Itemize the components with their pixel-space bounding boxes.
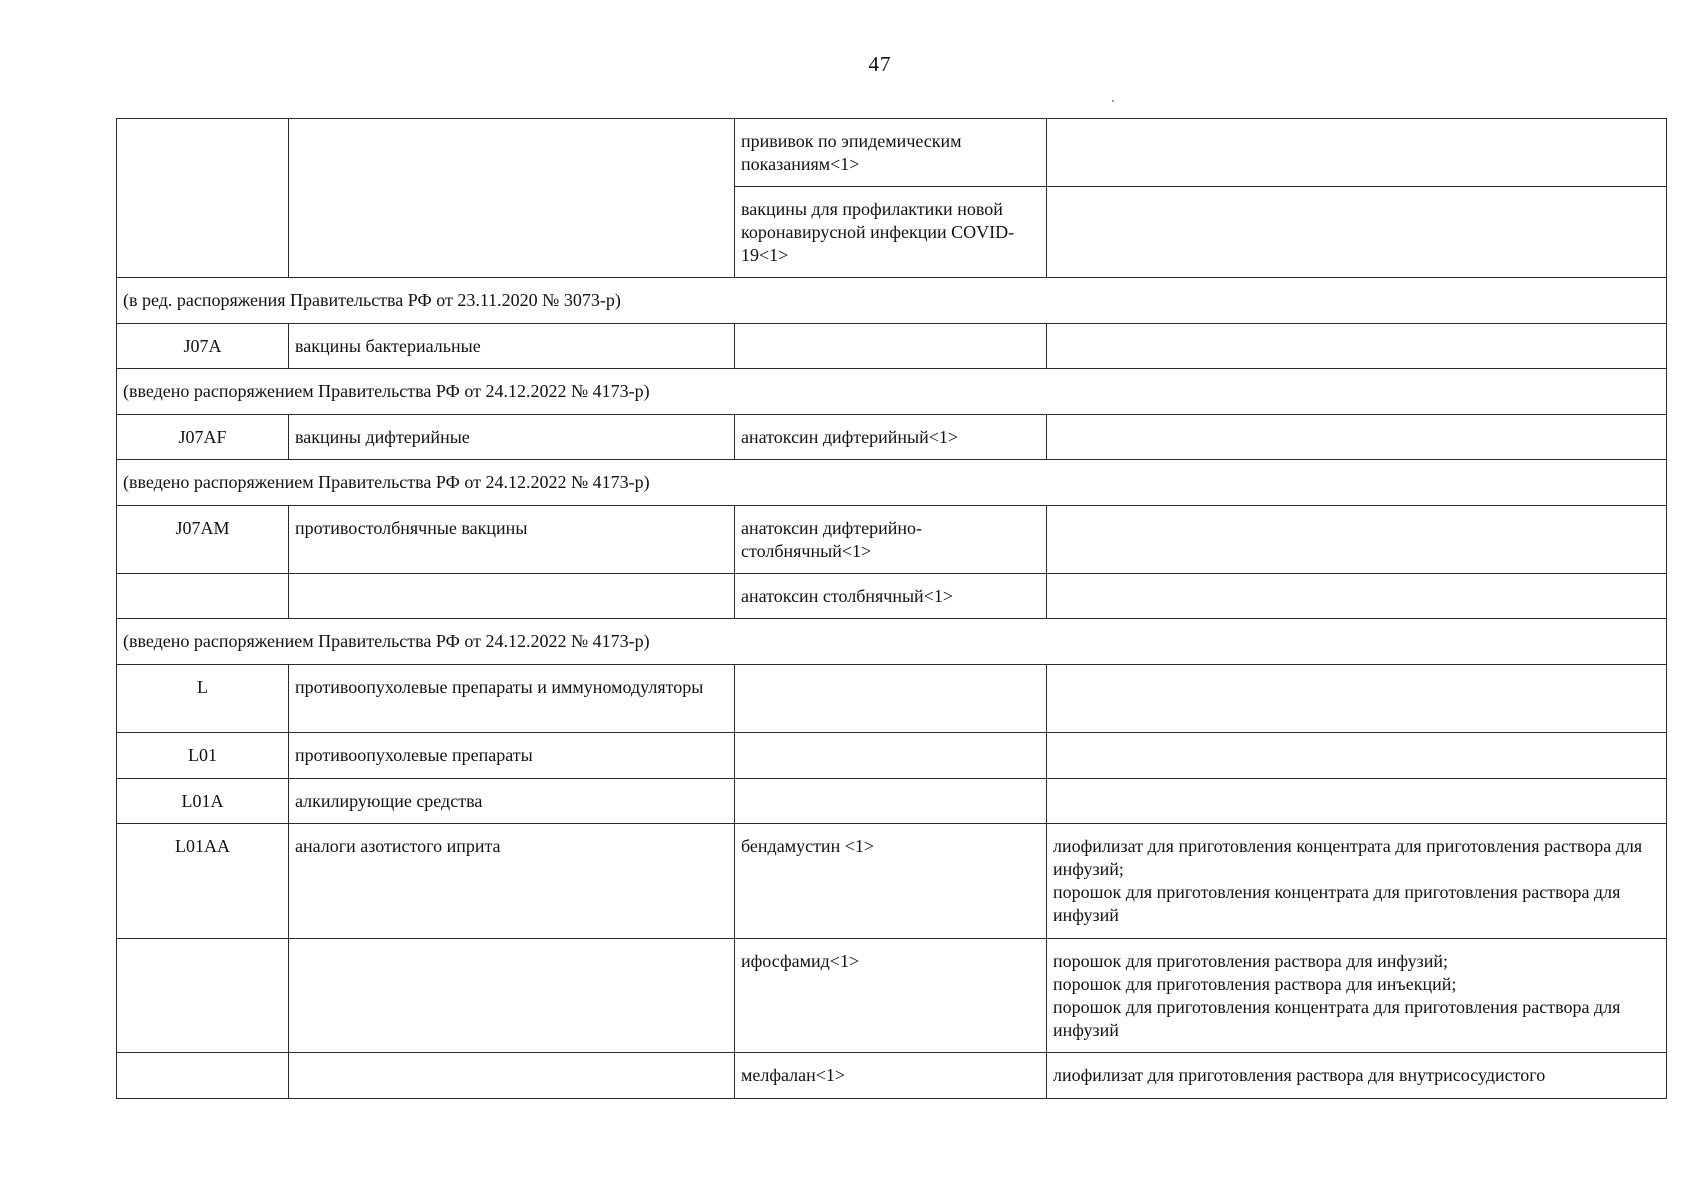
atc-group-cell: аналоги азотистого иприта xyxy=(289,824,735,939)
amendment-note: (введено распоряжением Правительства РФ от 24.12.2022 № 4173-р) xyxy=(117,369,1667,415)
atc-group-cell xyxy=(289,1053,735,1099)
atc-code-cell xyxy=(117,119,289,278)
dosage-forms-cell: лиофилизат для приготовления раствора для внутрисосудистого xyxy=(1047,1053,1667,1099)
dosage-forms-cell: порошок для приготовления раствора для инфузий; порошок для приготовления раствора для инъекций; порошок для приготовления концентрата для приготовления раствора для инфузий xyxy=(1047,939,1667,1053)
atc-code-cell xyxy=(117,1053,289,1099)
atc-group-cell: вакцины бактериальные xyxy=(289,324,735,369)
scan-artifact xyxy=(1112,100,1114,102)
amendment-note: (в ред. распоряжения Правительства РФ от 23.11.2020 № 3073-р) xyxy=(117,278,1667,324)
page-number: 47 xyxy=(868,52,892,76)
dosage-forms-cell xyxy=(1047,779,1667,824)
atc-group-cell xyxy=(289,939,735,1053)
table-row xyxy=(117,1053,1667,1099)
amendment-note-row xyxy=(117,460,1667,506)
table-row xyxy=(117,665,1667,733)
table-row xyxy=(117,779,1667,824)
dosage-forms-cell: лиофилизат для приготовления концентрата для приготовления раствора для инфузий; порошок для приготовления концентрата для приготовления раствора для инфузий xyxy=(1047,824,1667,939)
dosage-forms-cell xyxy=(1047,324,1667,369)
dosage-forms-cell xyxy=(1047,187,1667,278)
dosage-forms-cell xyxy=(1047,733,1667,779)
table-row xyxy=(117,119,1667,187)
table-row xyxy=(117,824,1667,939)
atc-group-cell: противоопухолевые препараты и иммуномодуляторы xyxy=(289,665,735,733)
atc-code-cell: L01AA xyxy=(117,824,289,939)
dosage-forms-cell xyxy=(1047,574,1667,619)
dosage-forms-cell xyxy=(1047,665,1667,733)
amendment-note: (введено распоряжением Правительства РФ от 24.12.2022 № 4173-р) xyxy=(117,619,1667,665)
table-row xyxy=(117,506,1667,574)
atc-code-cell xyxy=(117,939,289,1053)
drug-name-cell: мелфалан<1> xyxy=(735,1053,1047,1099)
amendment-note-row xyxy=(117,278,1667,324)
atc-group-cell: вакцины дифтерийные xyxy=(289,415,735,460)
drug-name-cell xyxy=(735,733,1047,779)
atc-code-cell: L01A xyxy=(117,779,289,824)
atc-code-cell: L xyxy=(117,665,289,733)
atc-group-cell: противоопухолевые препараты xyxy=(289,733,735,779)
drug-name-cell: анатоксин дифтерийный<1> xyxy=(735,415,1047,460)
atc-code-cell: J07AM xyxy=(117,506,289,574)
table-row xyxy=(117,574,1667,619)
drug-name-cell xyxy=(735,324,1047,369)
amendment-note: (введено распоряжением Правительства РФ от 24.12.2022 № 4173-р) xyxy=(117,460,1667,506)
drug-name-cell xyxy=(735,665,1047,733)
atc-group-cell: алкилирующие средства xyxy=(289,779,735,824)
atc-group-cell xyxy=(289,119,735,278)
drug-name-cell: анатоксин столбнячный<1> xyxy=(735,574,1047,619)
drug-name-cell: ифосфамид<1> xyxy=(735,939,1047,1053)
amendment-note-row xyxy=(117,619,1667,665)
atc-code-cell: J07A xyxy=(117,324,289,369)
dosage-forms-cell xyxy=(1047,415,1667,460)
atc-group-cell: противостолбнячные вакцины xyxy=(289,506,735,574)
table-row xyxy=(117,939,1667,1053)
atc-group-cell xyxy=(289,574,735,619)
atc-code-cell: L01 xyxy=(117,733,289,779)
dosage-forms-cell xyxy=(1047,119,1667,187)
drug-name-cell: бендамустин <1> xyxy=(735,824,1047,939)
table-row xyxy=(117,415,1667,460)
dosage-forms-cell xyxy=(1047,506,1667,574)
drug-name-cell: анатоксин дифтерийно-столбнячный<1> xyxy=(735,506,1047,574)
table-row xyxy=(117,324,1667,369)
table-row xyxy=(117,733,1667,779)
drug-name-cell: вакцины для профилактики новой коронавирусной инфекции COVID-19<1> xyxy=(735,187,1047,278)
amendment-note-row xyxy=(117,369,1667,415)
medicines-table xyxy=(116,118,1667,1099)
drug-name-cell xyxy=(735,779,1047,824)
atc-code-cell xyxy=(117,574,289,619)
drug-name-cell: прививок по эпидемическим показаниям<1> xyxy=(735,119,1047,187)
atc-code-cell: J07AF xyxy=(117,415,289,460)
